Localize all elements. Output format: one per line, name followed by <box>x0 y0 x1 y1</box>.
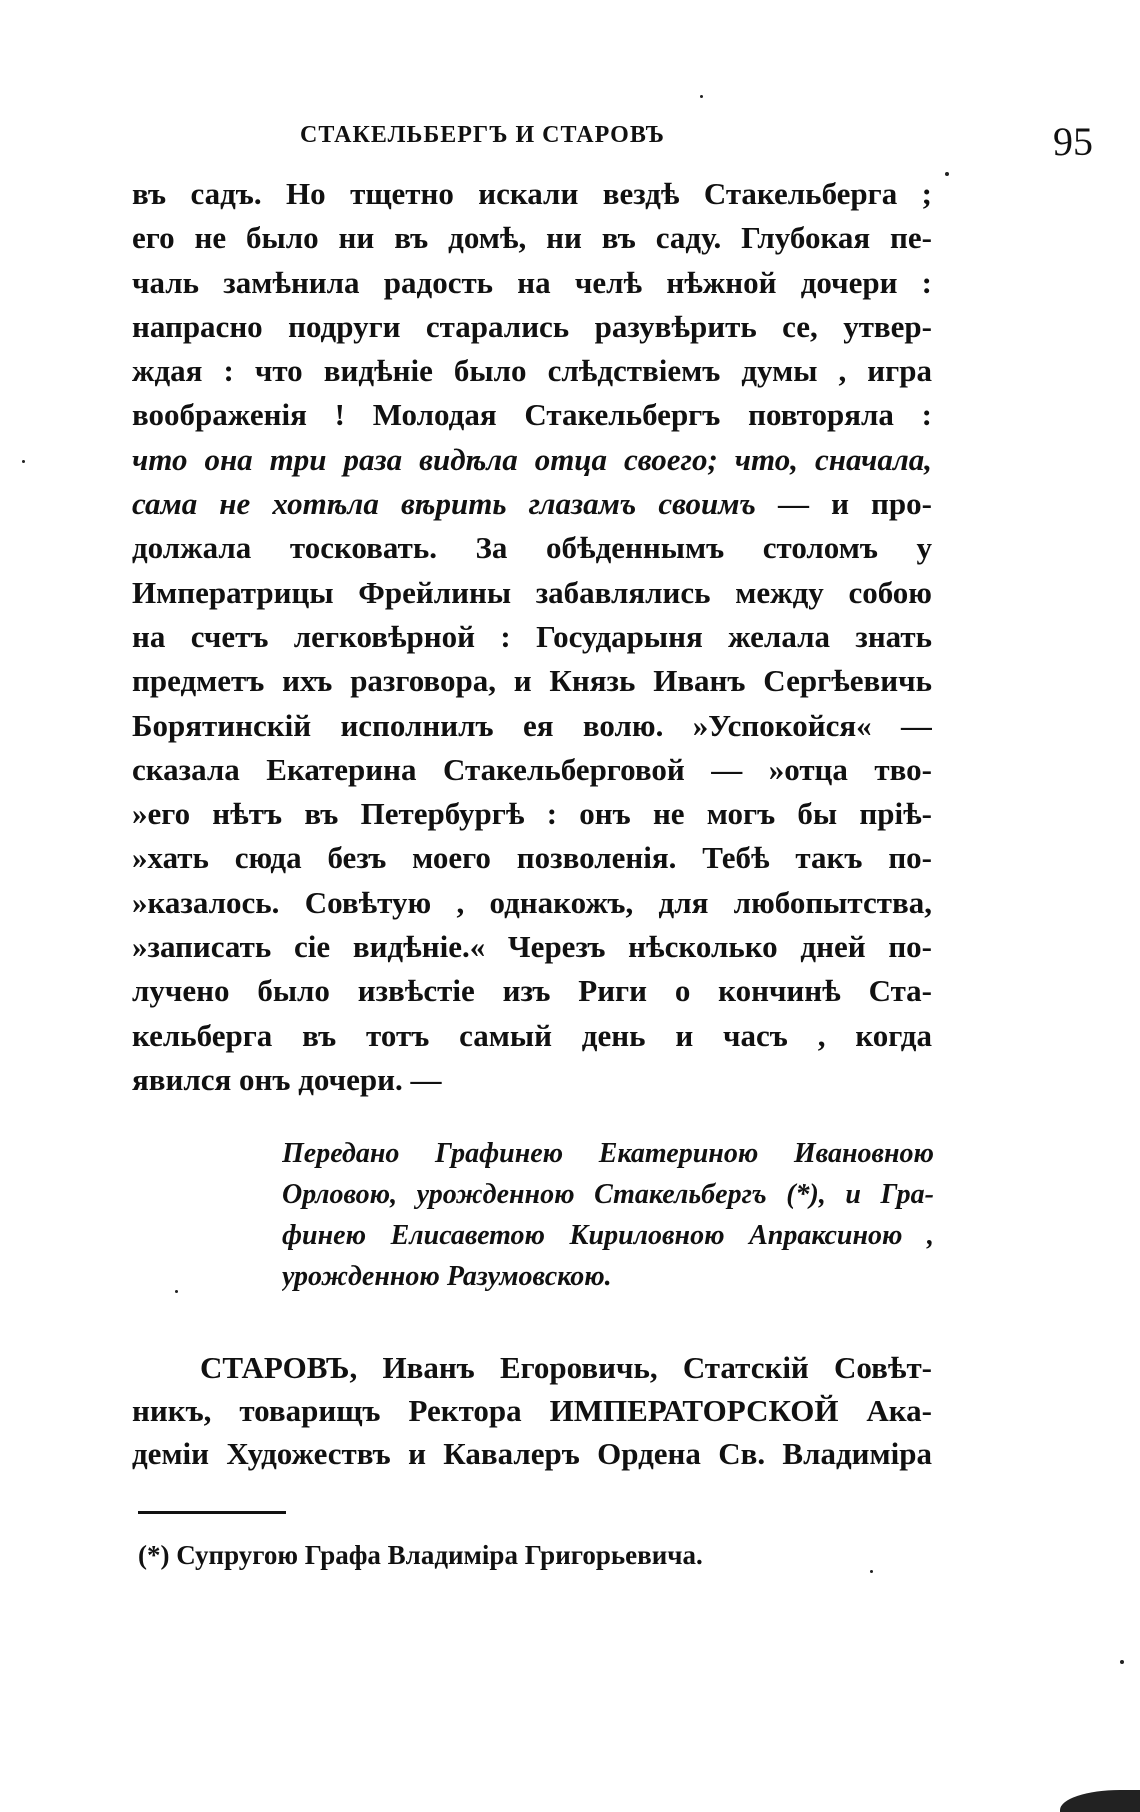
text-line: его не было ни въ домѣ, ни въ саду. Глубокая пе- <box>132 220 932 256</box>
text-line: сказала Екатерина Стакельберговой — »отца тво- <box>132 751 932 787</box>
italic-quote: что она три раза видѣла отца своего; что, сначала, <box>132 441 932 477</box>
text-line: Императрицы Фрейлины забавлялись между собою <box>132 574 932 610</box>
text-line-mixed <box>132 482 932 526</box>
attribution-line: урожденною Разумовскою. <box>282 1261 612 1292</box>
scan-speck <box>1120 1660 1124 1664</box>
attribution-line: Передано Графинею Екатериною Ивановною <box>282 1138 934 1169</box>
text-line-italic <box>132 438 932 482</box>
text-fragment: — и про- <box>755 486 932 522</box>
text-line: предметъ ихъ разговора, и Князь Иванъ Сергѣевичь <box>132 663 932 699</box>
scan-corner-mark <box>1060 1790 1140 1812</box>
entry-line: никъ, товарищъ Ректора ИМПЕРАТОРСКОЙ Ака- <box>132 1393 932 1428</box>
scan-speck <box>175 1290 178 1293</box>
attribution-line: финею Елисаветою Кириловною Апраксиною , <box>282 1220 934 1251</box>
attribution-note <box>282 1133 934 1297</box>
text-line: чаль замѣнила радость на челѣ нѣжной дочери : <box>132 264 932 300</box>
text-line: кельберга въ тотъ самый день и часъ , когда <box>132 1017 932 1053</box>
text-line: »казалось. Совѣтую , однакожъ, для любопытства, <box>132 884 932 920</box>
text-line: на счетъ легковѣрной : Государыня желала знать <box>132 618 932 654</box>
text-line: явился онъ дочери. — <box>132 1061 442 1097</box>
attribution-line: Орловою, урожденною Стакельбергъ (*), и Гра- <box>282 1179 934 1210</box>
text-line: Борятинскій исполнилъ ея волю. »Успокойся« — <box>132 707 932 743</box>
entry-line: деміи Художествъ и Кавалеръ Ордена Св. Владиміра <box>132 1436 932 1471</box>
text-line: »хать сюда безъ моего позволенія. Тебѣ такъ по- <box>132 840 932 876</box>
main-text <box>132 172 932 1102</box>
scan-speck <box>22 460 25 463</box>
page-number: 95 <box>1053 119 1093 164</box>
scan-speck <box>700 95 703 98</box>
entry-line: СТАРОВЪ, Иванъ Егоровичь, Статскій Совѣт- <box>200 1350 932 1385</box>
text-line: напрасно подруги старались разувѣрить се, утвер- <box>132 308 932 344</box>
text-line: должала тосковать. За обѣденнымъ столомъ у <box>132 530 932 566</box>
starov-entry <box>132 1346 932 1475</box>
text-line: лучено было извѣстіе изъ Риги о кончинѣ Ста- <box>132 973 932 1009</box>
text-line: воображенія ! Молодая Стакельбергъ повторяла : <box>132 397 932 433</box>
text-line: »записать сіе видѣніе.« Черезъ нѣсколько дней по- <box>132 929 932 965</box>
italic-quote: сама не хотѣла вѣрить глазамъ своимъ <box>132 486 756 522</box>
running-title: СТАКЕЛЬБЕРГЪ И СТАРОВЪ <box>300 122 665 148</box>
scan-speck <box>870 1570 873 1573</box>
scan-speck <box>945 172 949 176</box>
footnote: (*) Супругою Графа Владиміра Григорьевича. <box>138 1540 703 1570</box>
text-line: въ садъ. Но тщетно искали вездѣ Стакельберга ; <box>132 176 932 211</box>
text-line: ждая : что видѣніе было слѣдствіемъ думы , игра <box>132 353 932 389</box>
text-line: »его нѣтъ въ Петербургѣ : онъ не могъ бы пріѣ- <box>132 796 932 832</box>
footnote-divider <box>138 1511 286 1514</box>
